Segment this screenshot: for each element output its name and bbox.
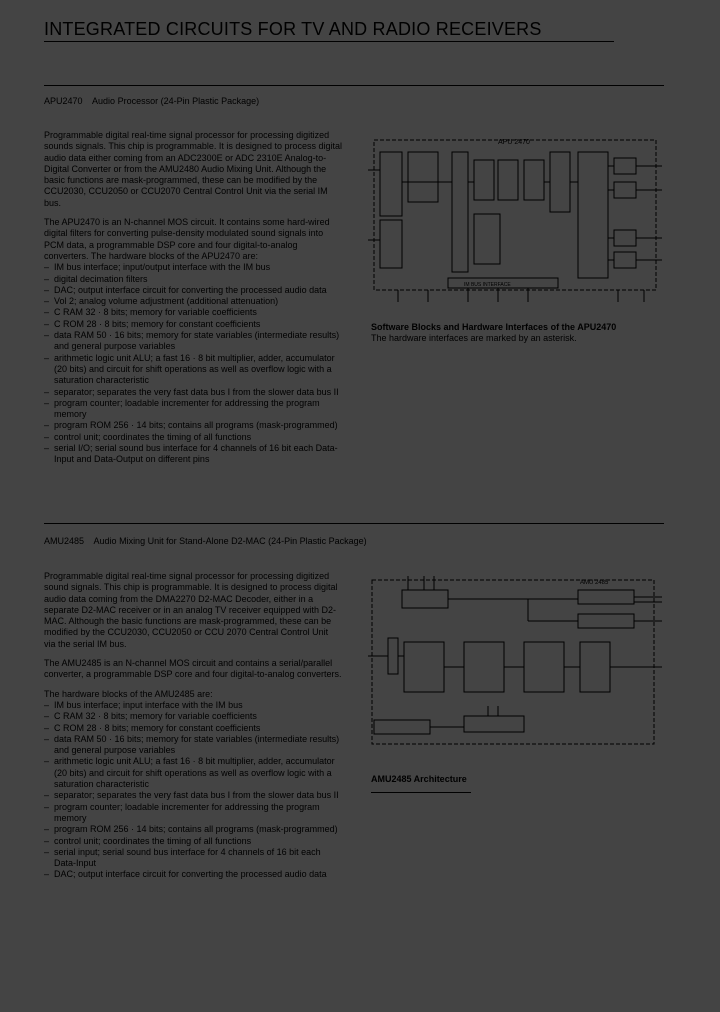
control-unit-block <box>408 152 438 202</box>
alu-block <box>550 152 570 212</box>
list-item: – IM bus interface; input/output interface with the IM bus <box>44 262 342 273</box>
apu2470-block-diagram <box>368 130 668 310</box>
list-item: – serial I/O; serial sound bus interface for 4 channels of 16 bit each Data-Input and Data-Output on different pins <box>44 443 342 466</box>
section1-paragraph: The APU2470 is an N-channel MOS circuit. It contains some hard-wired digital filters for converting pulse-density modulated sound signals into PCM data, a programmable DSP core and four digital-to-analog converters. The hardware blocks of the APU2470 are: <box>44 217 330 261</box>
diagram-chip-label: AMU 2485 <box>580 580 609 586</box>
list-item: – control unit; coordinates the timing of all functions <box>44 432 342 443</box>
list-item: – program ROM 256 · 14 bits; contains all programs (mask-programmed) <box>44 824 342 835</box>
list-item: – separator; separates the very fast data bus I from the slower data bus II <box>44 387 342 398</box>
dac-block <box>614 230 636 246</box>
diagram-chip-label: APU 2470 <box>498 139 530 146</box>
alu-block <box>524 642 564 692</box>
section2-paragraph: The AMU2485 is an N-channel MOS circuit and contains a serial/parallel converter, a programmable DSP core and four digital-to-analog converters. <box>44 658 342 680</box>
page-header-title: INTEGRATED CIRCUITS FOR TV AND RADIO RECEIVERS <box>44 19 542 39</box>
dac-block <box>614 158 636 174</box>
section1-body <box>44 130 342 466</box>
diagram1-caption: The hardware interfaces are marked by an asterisk. <box>371 333 577 343</box>
program-rom-block <box>464 642 504 692</box>
list-item: – serial input; serial sound bus interface for 4 channels of 16 bit each Data-Input <box>44 847 342 870</box>
diagram2-caption-bold: AMU2485 Architecture <box>371 774 467 784</box>
list-item: – program ROM 256 · 14 bits; contains all programs (mask-programmed) <box>44 420 342 431</box>
section2-title: Audio Mixing Unit for Stand-Alone D2-MAC (24-Pin Plastic Package) <box>93 536 367 546</box>
header-rule <box>44 41 614 42</box>
im-bus-interface-block <box>402 590 448 608</box>
section2-chip: AMU2485 <box>44 536 85 546</box>
caption-rule <box>371 792 471 793</box>
section2-body <box>44 571 342 881</box>
section2-top-rule <box>44 523 664 524</box>
list-item: – C ROM 28 · 8 bits; memory for constant coefficients <box>44 723 342 734</box>
serial-io-block <box>380 220 402 268</box>
list-item: – data RAM 50 · 16 bits; memory for state variables (intermediate results) and general purpose variables <box>44 330 342 353</box>
list-item: – digital decimation filters <box>44 274 342 285</box>
chip-outline <box>372 580 654 744</box>
section2-block-list <box>44 700 342 881</box>
separator-block <box>464 716 524 732</box>
list-item: – DAC; output interface circuit for converting the processed audio data <box>44 285 342 296</box>
bus-block <box>578 152 608 278</box>
section1-top-rule <box>44 85 664 86</box>
dac-block <box>578 590 634 604</box>
dac-block <box>578 614 634 628</box>
control-unit-block <box>374 720 430 734</box>
dac-block <box>614 252 636 268</box>
c-ram-block <box>474 160 494 200</box>
list-item: – IM bus interface; input interface with the IM bus <box>44 700 342 711</box>
diagram1-caption-bold: Software Blocks and Hardware Interfaces of the APU2470 <box>371 322 617 332</box>
c-rom-block <box>498 160 518 200</box>
list-item: – program counter; loadable incrementer for addressing the program memory <box>44 398 342 421</box>
section1-chip: APU2470 <box>44 96 83 106</box>
data-ram-block <box>524 160 544 200</box>
list-item: – Vol 2; analog volume adjustment (additional attenuation) <box>44 296 342 307</box>
list-item: – arithmetic logic unit ALU; a fast 16 · 8 bit multiplier, adder, accumulator (20 bits) and circuit for shift operations as well as overflow logic with a saturation characteristic <box>44 353 342 387</box>
input-block <box>388 638 398 674</box>
list-item: – program counter; loadable incrementer for addressing the program memory <box>44 802 342 825</box>
list-item: – control unit; coordinates the timing of all functions <box>44 836 342 847</box>
section1-block-list <box>44 262 342 465</box>
list-item: – arithmetic logic unit ALU; a fast 16 · 8 bit multiplier, adder, accumulator (20 bits) and circuit for shift operations as well as overflow logic with a saturation characteristic <box>44 756 342 790</box>
section1-heading <box>44 96 259 107</box>
section2-heading <box>44 536 367 547</box>
diagram-bus-label: IM BUS INTERFACE <box>464 282 511 288</box>
list-item: – C RAM 32 · 8 bits; memory for variable coefficients <box>44 711 342 722</box>
section2-paragraph: The hardware blocks of the AMU2485 are: <box>44 688 213 699</box>
dac-block <box>614 182 636 198</box>
list-item: – separator; separates the very fast data bus I from the slower data bus II <box>44 790 342 801</box>
separator-block <box>452 152 468 272</box>
decimation-filter-block <box>380 152 402 216</box>
dac-block <box>580 642 610 692</box>
program-rom-block <box>474 214 500 264</box>
list-item: – C RAM 32 · 8 bits; memory for variable coefficients <box>44 307 342 318</box>
list-item: – C ROM 28 · 8 bits; memory for constant coefficients <box>44 319 342 330</box>
list-item: – DAC; output interface circuit for converting the processed audio data <box>44 869 342 880</box>
serial-parallel-block <box>404 642 444 692</box>
section1-paragraph: Programmable digital real-time signal processor for processing digitized sounds signals. This chip is programmable. It is designed to process digital audio data either coming from an ADC2300E or ADC 2310E Analog-to-Digital Converter or from the AMU2480 Audio Mixing Unit. Although the basic functions are mask-programmed, these can be modified by the CCU2030, CCU2050 or CCU2070 Central Control Unit via the serial IM bus. <box>44 130 342 208</box>
section2-paragraph: Programmable digital real-time signal processor for processing digitized sound signals. This chip is programmable. It is designed to process digital audio data coming from the DMA2270 D2-MAC Decoder, either in a separate D2-MAC receiver or in an analog TV receiver equipped with D2-MAC. Although the basic functions are mask-programmed, these can be modified by the CCU2030, CCU2050 or CCU 2070 Central Control Unit via the serial IM bus. <box>44 571 338 649</box>
list-item: – data RAM 50 · 16 bits; memory for state variables (intermediate results) and general purpose variables <box>44 734 342 757</box>
section1-title: Audio Processor (24-Pin Plastic Package) <box>92 96 260 106</box>
amu2485-architecture-diagram <box>368 572 668 752</box>
